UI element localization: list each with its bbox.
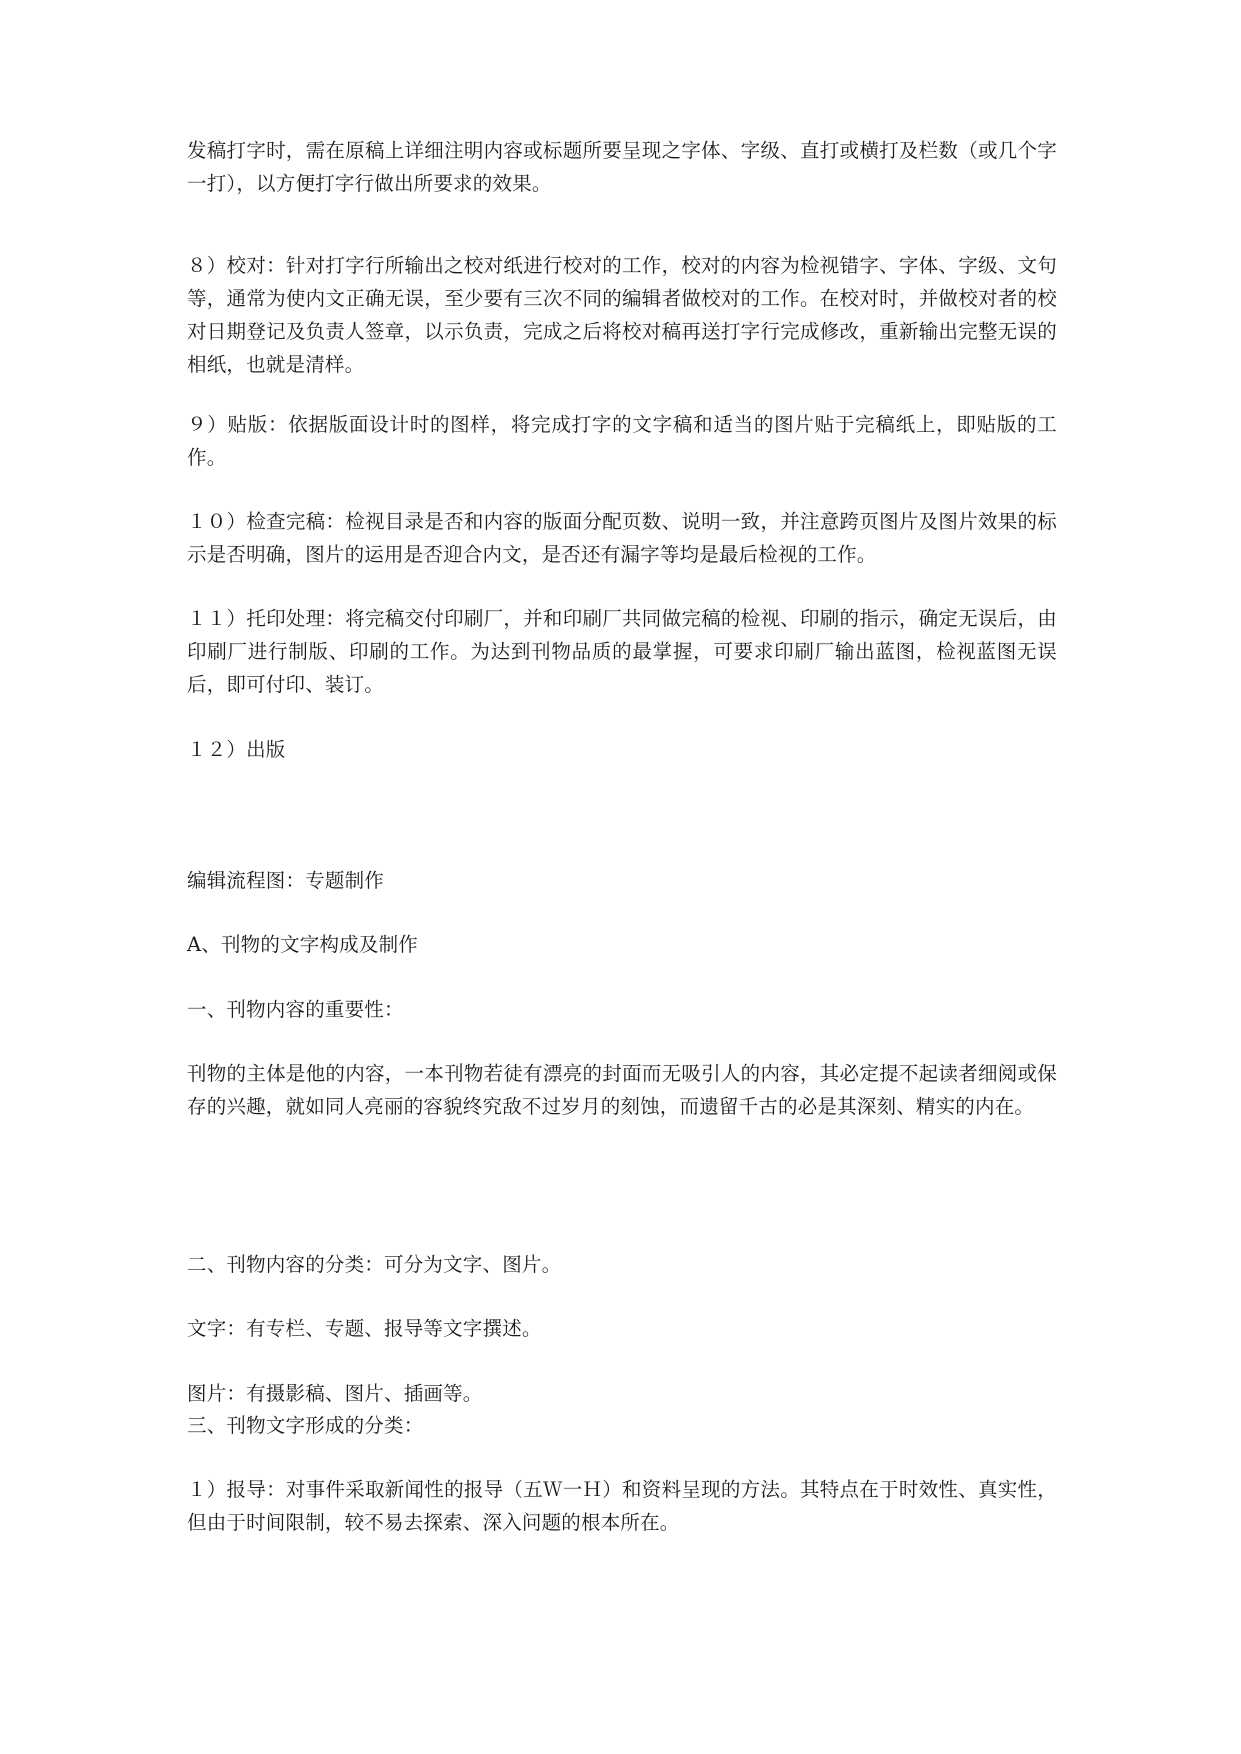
paragraph-step-11-printing: １１）托印处理：将完稿交付印刷厂，并和印刷厂共同做完稿的检视、印刷的指示，确定无误后，由印刷厂进行制版、印刷的工作。为达到刊物品质的最掌握，可要求印刷厂输出蓝图，检视蓝图无误后，即可付印、装订。 bbox=[187, 607, 1057, 696]
paragraph-image-types: 图片：有摄影稿、图片、插画等。 bbox=[187, 1382, 483, 1405]
heading-classification: 二、刊物内容的分类：可分为文字、图片。 bbox=[187, 1253, 562, 1276]
paragraph-importance-body: 刊物的主体是他的内容，一本刊物若徒有漂亮的封面而无吸引人的内容，其必定提不起读者细阅或保存的兴趣，就如同人亮丽的容貌终究敌不过岁月的刻蚀，而遗留千古的必是其深刻、精实的内在。 bbox=[187, 1062, 1057, 1118]
paragraph-step-10-final-check: １０）检查完稿：检视目录是否和内容的版面分配页数、说明一致，并注意跨页图片及图片效果的标示是否明确，图片的运用是否迎合内文，是否还有漏字等均是最后检视的工作。 bbox=[187, 510, 1057, 566]
paragraph-step-9-pasteup: ９）贴版：依据版面设计时的图样，将完成打字的文字稿和适当的图片贴于完稿纸上，即贴版的工作。 bbox=[187, 413, 1057, 469]
paragraph-report-type: １）报导：对事件采取新闻性的报导（五Ｗ一Ｈ）和资料呈现的方法。其特点在于时效性、真实性，但由于时间限制，较不易去探索、深入问题的根本所在。 bbox=[187, 1478, 1057, 1534]
heading-section-a: A、刊物的文字构成及制作 bbox=[187, 933, 418, 956]
heading-text-forms: 三、刊物文字形成的分类： bbox=[187, 1414, 424, 1437]
paragraph-text-types: 文字：有专栏、专题、报导等文字撰述。 bbox=[187, 1317, 542, 1340]
paragraph-typesetting-note: 发稿打字时，需在原稿上详细注明内容或标题所要呈现之字体、字级、直打或横打及栏数（或几个字一打），以方便打字行做出所要求的效果。 bbox=[187, 139, 1057, 195]
heading-importance: 一、刊物内容的重要性： bbox=[187, 998, 404, 1021]
paragraph-step-8-proofreading: ８）校对：针对打字行所输出之校对纸进行校对的工作，校对的内容为检视错字、字体、字级、文句等，通常为使内文正确无误，至少要有三次不同的编辑者做校对的工作。在校对时，并做校对者的校对日期登记及负责人签章，以示负责，完成之后将校对稿再送打字行完成修改，重新输出完整无误的相纸，也就是清样。 bbox=[187, 254, 1057, 376]
heading-editing-flow: 编辑流程图：专题制作 bbox=[187, 869, 385, 892]
paragraph-step-12-publish: １２）出版 bbox=[187, 738, 286, 761]
